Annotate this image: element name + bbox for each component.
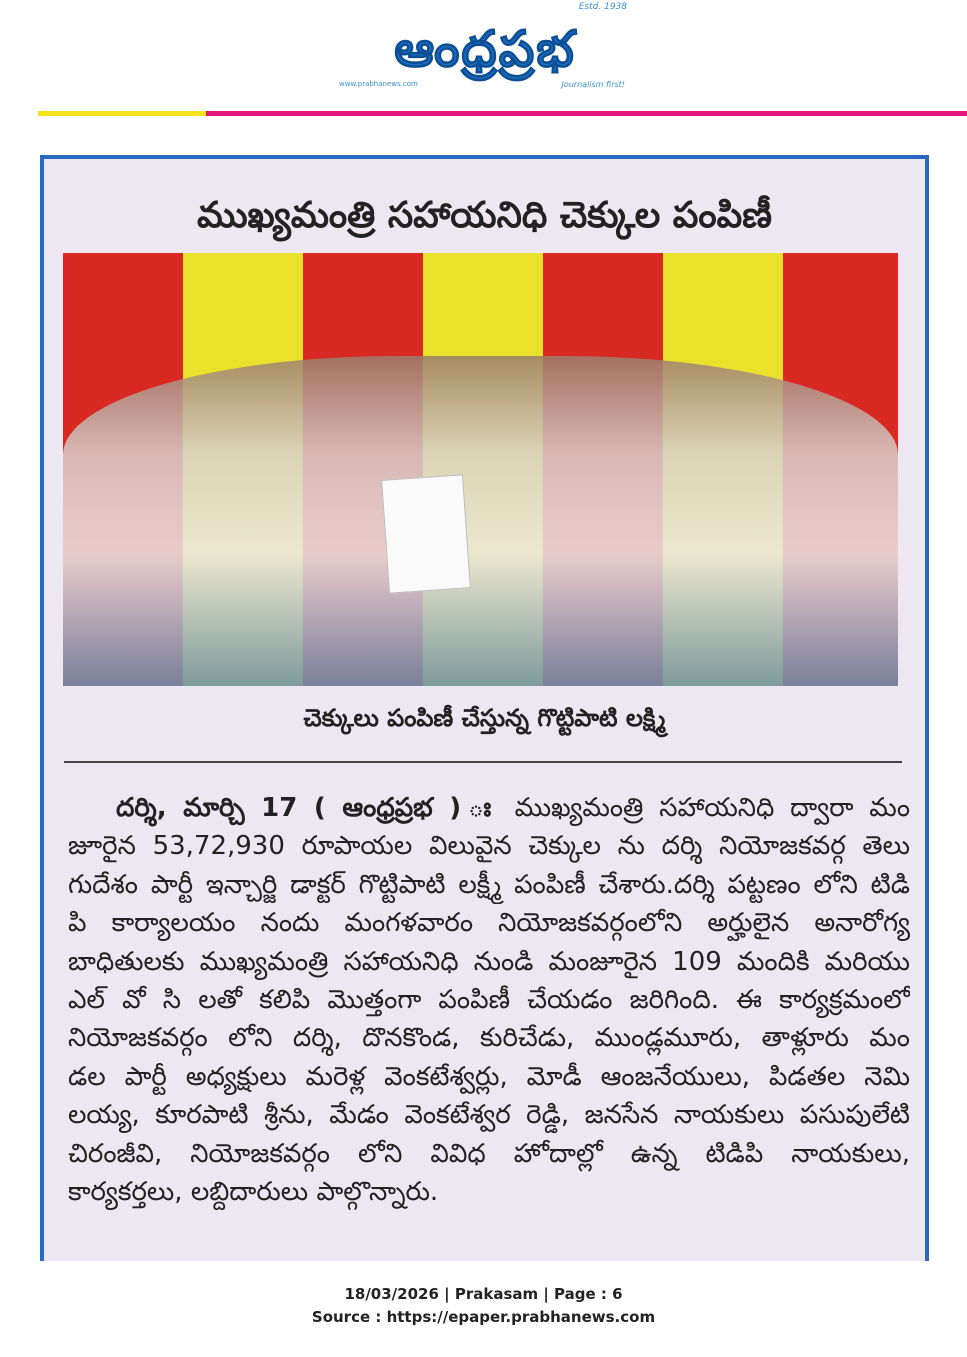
body-line: కార్యకర్తలు, లబ్దిదారులు పాల్గొన్నారు. [68, 1176, 439, 1207]
headline: ముఖ్యమంత్రి సహాయనిధి చెక్కుల పంపిణీ [197, 195, 772, 236]
body-line: డల పార్టీ అధ్యక్షులు మరెళ్ల వెంకటేశ్వర్లు, మోడీ ఆంజనేయులు, పిడతల నెమి [68, 1061, 910, 1092]
article-body [68, 789, 910, 1211]
body-line: గుదేశం పార్టీ ఇన్చార్జి డాక్టర్ గొట్టిపాటి లక్ష్మీ పంపిణీ చేశారు.దర్శి పట్టణం లోని టిడి [68, 869, 910, 900]
news-photo [63, 253, 898, 686]
footer-meta: 18/03/2026 | Prakasam | Page : 6 [344, 1285, 623, 1303]
body-line: బాధితులకు ముఖ్యమంత్రి సహాయనిధి నుండి మంజూరైన 109 మందికి మరియు [68, 946, 910, 977]
body-line: జూరైన 53,72,930 రూపాయల విలువైన చెక్కుల ను దర్శి నియోజకవర్గ తెలు [68, 831, 910, 862]
article-clipping [40, 155, 929, 1261]
body-line: లయ్య, కూరపాటి శ్రీను, మేడం వెంకటేశ్వర రెడ్డి, జనసేన నాయకులు పసుపులేటి [68, 1100, 910, 1131]
body-text: ముఖ్యమంత్రి సహాయనిధి ద్వారా మం [514, 793, 910, 823]
tagline: Journalism first! [561, 80, 625, 89]
photo-caption: చెక్కులు పంపిణీ చేస్తున్న గొట్టిపాటి లక్ష్మి [303, 704, 666, 732]
body-line [68, 789, 910, 827]
body-line: చిరంజీవి, నియోజకవర్గం లోని వివిధ హోదాల్లో ఉన్న టిడిపి నాయకులు, [68, 1138, 910, 1169]
masthead [335, 0, 635, 100]
website-text: www.prabhanews.com [339, 80, 418, 88]
photo-people [63, 356, 898, 686]
established-year: Estd. 1938 [578, 2, 627, 12]
caption-divider [64, 761, 902, 763]
body-line: నియోజకవర్గం లోని దర్శి, దొనకొండ, కురిచేడు, ముండ్లమూరు, తాళ్లూరు మం [68, 1023, 910, 1054]
header-divider-yellow [38, 111, 206, 116]
header-divider-magenta [206, 111, 967, 116]
newspaper-logo: ఆంధ్రప్రభ [394, 20, 576, 78]
body-line: ఎల్ వో సి లతో కలిపి మొత్తంగా పంపిణీ చేయడం జరిగింది. ఈ కార్యక్రమంలో [68, 984, 910, 1015]
body-line: పి కార్యాలయం నందు మంగళవారం నియోజకవర్గంలోని అర్హులైన అనారోగ్య [68, 908, 910, 939]
photo-cheque-document [381, 474, 471, 593]
footer-source: Source : https://epaper.prabhanews.com [311, 1308, 656, 1326]
dateline: దర్శి, మార్చి 17 ( ఆంధ్రప్రభ ) ః [116, 793, 499, 823]
